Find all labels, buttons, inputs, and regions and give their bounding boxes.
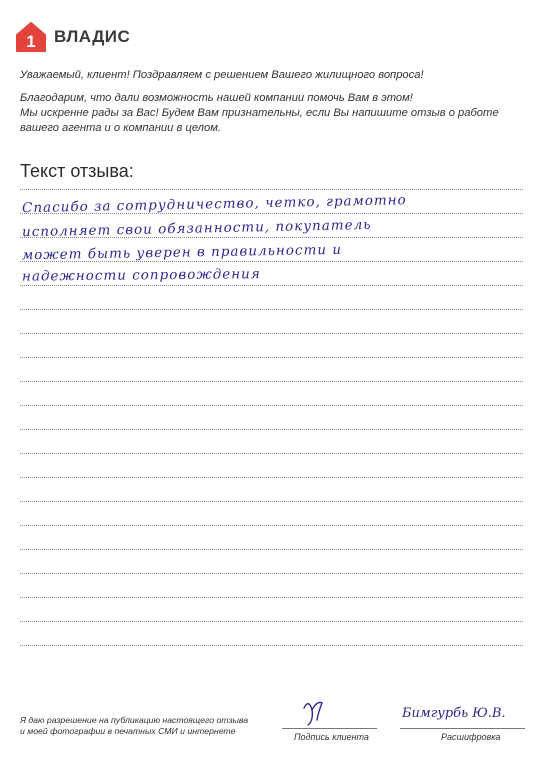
writing-line: [20, 477, 523, 478]
writing-line: [20, 525, 523, 526]
consent-line-1: Я даю разрешение на публикацию настоящего отзыва: [20, 715, 249, 725]
writing-line: [20, 645, 523, 646]
decode-label: Расшифровка: [441, 732, 501, 742]
handwritten-review-line-2: исполняет свои обязанности, покупатель: [21, 216, 372, 241]
writing-line: [20, 621, 523, 622]
writing-line: [20, 285, 523, 286]
name-decode-handwriting: Бимгурбь Ю.В.: [402, 706, 506, 721]
writing-line: [20, 357, 523, 358]
signature-label: Подпись клиента: [294, 732, 369, 742]
logo-digit: 1: [26, 32, 36, 51]
review-heading: Текст отзыва:: [20, 161, 134, 181]
writing-line: [20, 429, 523, 430]
writing-line: [20, 309, 523, 310]
writing-line: [20, 597, 523, 598]
client-signature-image: [298, 698, 332, 728]
handwritten-review-line-3: может быть уверен в правильности и: [21, 241, 343, 264]
brand-name: ВЛАДИС: [54, 27, 131, 46]
handwritten-review-line-1: Спасибо за сотрудничество, четко, грамотно: [21, 192, 407, 217]
intro-line-4: вашего агента и о компании в целом.: [20, 122, 221, 134]
decode-line: [400, 728, 525, 729]
writing-line: [20, 189, 523, 190]
intro-line-2: Благодарим, что дали возможность нашей компании помочь Вам в этом!: [20, 92, 413, 104]
intro-line-3: Мы искренне рады за Вас! Будем Вам признательны, если Вы напишите отзыв о работе: [20, 107, 499, 119]
writing-line: [20, 549, 523, 550]
writing-line: [20, 573, 523, 574]
intro-line-1: Уважаемый, клиент! Поздравляем с решением Вашего жилищного вопроса!: [20, 69, 424, 81]
writing-line: [20, 381, 523, 382]
signature-line: [282, 728, 377, 729]
writing-line: [20, 453, 523, 454]
writing-line: [20, 501, 523, 502]
writing-line: [20, 333, 523, 334]
consent-line-2: и моей фотографии в печатных СМИ и интернете: [20, 726, 236, 736]
writing-lines: [20, 0, 523, 768]
handwritten-review-line-4: надежности сопровождения: [21, 266, 261, 285]
publication-consent: [20, 715, 248, 737]
writing-line: [20, 405, 523, 406]
